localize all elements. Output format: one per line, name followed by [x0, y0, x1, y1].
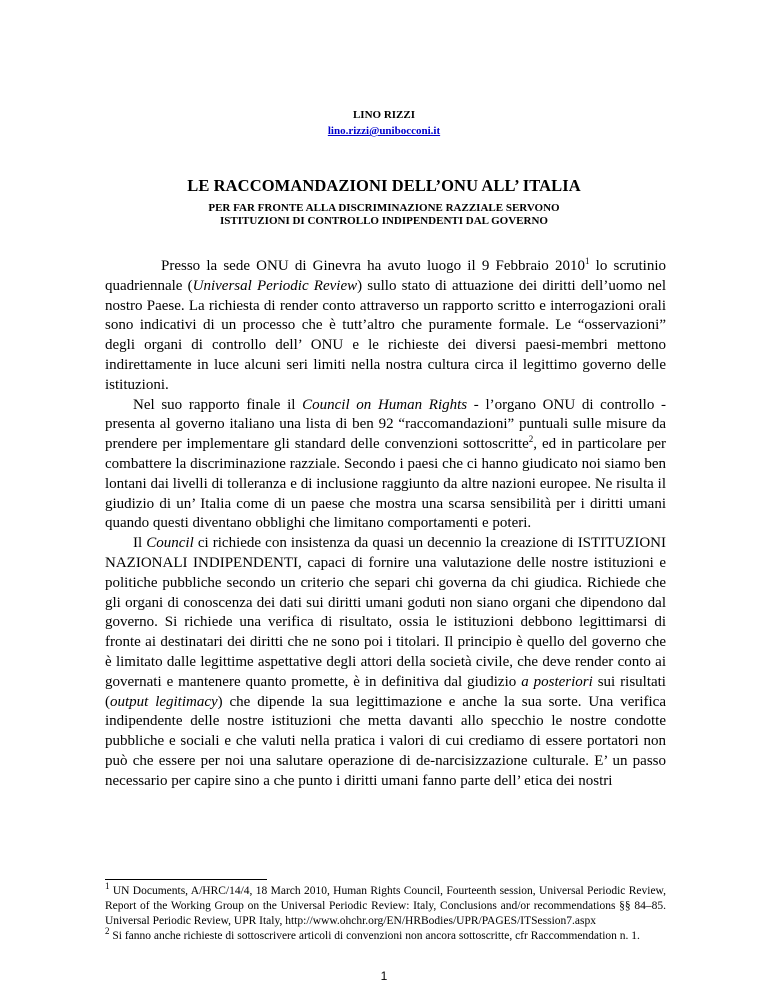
p2-text-a: Nel suo rapporto finale il: [133, 396, 303, 413]
author-block: [0, 107, 768, 139]
paragraph-1: [105, 257, 666, 396]
footnote-ref-1: 1: [584, 256, 590, 266]
p3-text-a: Il: [133, 535, 147, 552]
footnote-1-number: 1: [105, 881, 110, 892]
footnote-ref-2: 2: [528, 434, 534, 445]
p1-italic: Universal Periodic Review: [192, 277, 358, 294]
footnote-divider: [105, 879, 267, 880]
p3-text-c: sui risultati (: [105, 673, 666, 710]
page-number: 1: [380, 969, 388, 983]
p1-text-b: lo scrutinio quadriennale (: [105, 258, 666, 294]
p3-text-d: ) che dipende la sua legittimazione e anche la sua sorte. Una verifica indipendente delle nostre istituzioni che metta davanti allo specchio le nostre condotte pubbliche e sociali e che valuti nella pratica i valori di cui crediamo di essere portatori non può che essere per noi una salutare operazione di de-narcisizzazione culturale. E’ un passo necessario per capire sino a che punto i diritti umani fanno parte dell’ etica dei nostri: [105, 693, 666, 789]
document-title: LE RACCOMANDAZIONI DELL’ONU ALL’ ITALIA: [187, 176, 581, 195]
p3-italic-3: output legitimacy: [110, 693, 218, 710]
author-email-link[interactable]: lino.rizzi@unibocconi.it: [327, 125, 441, 137]
p2-text-c: , ed in particolare per combattere la discriminazione razziale. Secondo i paesi che ci hanno giudicato noi siamo ben lontani dai livelli di tolleranza e di inclusione raggiunto da altre nazioni europee. Ne risulta il giudizio di un’ Italia come di un paese che mostra una scarsa sensibilità per i diritti umani quando questi diventano obblighi che limitano comportamenti e poteri.: [105, 436, 666, 532]
p2-italic: Council on Human Rights: [302, 396, 468, 413]
subtitle-line-1: PER FAR FRONTE ALLA DISCRIMINAZIONE RAZZIALE SERVONO: [208, 202, 560, 214]
p3-italic-2: a posteriori: [521, 673, 593, 690]
footnote-1: [105, 881, 666, 929]
footnote-2-number: 2: [105, 926, 110, 937]
footnote-2: [105, 926, 666, 944]
body-text: [105, 257, 666, 792]
footnotes: [105, 881, 666, 944]
p3-italic-1: Council: [146, 535, 194, 552]
footnote-1-text: UN Documents, A/HRC/14/4, 18 March 2010, Human Rights Council, Fourteenth session, Universal Periodic Review, Report of the Working Group on the Universal Periodic Review: Italy, Conclusions and/or recommendations §§ 84–85. Universal Periodic Review, UPR Italy, http://www.ohchr.org/EN/HRBodies/UPR/PAGES/ITSession7.aspx: [105, 885, 666, 927]
p1-text-a: Presso la sede ONU di Ginevra ha avuto luogo il 9 Febbraio 2010: [161, 258, 585, 274]
author-name: LINO RIZZI: [352, 109, 416, 121]
p3-text-b: ci richiede con insistenza da quasi un decennio la creazione di ISTITUZIONI NAZIONALI INDIPENDENTI, capaci di fornire una valutazione delle nostre istituzioni e politiche pubbliche secondo un criterio che separi chi governa da chi giudica. Richiede che gli organi di conoscenza dei dati sui diritti umani goduti non siano organi che dipendono dal governo. Si richiede una verifica di risultato, ossia le istituzioni debbono legittimarsi di fronte ai destinatari dei diritti che ne sono poi i titolari. Il principio è quello del governo che è limitato dalle legittime aspettative degli attori della società civile, che deve render conto ai governati e mantenere quanto promette, è in definitiva dal giudizio: [105, 535, 666, 690]
p1-text-c: ) sullo stato di attuazione dei diritti dell’uomo nel nostro Paese. La richiesta di render conto attraverso un rapporto scritto e interrogazioni orali sono indicativi di un processo che è tutt’altro che puramente formale. Le “osservazioni” degli organi di controllo dell’ ONU e le richieste dei diversi paesi-membri mettono indirettamente in luce alcuni seri limiti nella nostra cultura circa il legittimo governo delle istituzioni.: [105, 277, 666, 393]
subtitle-line-2: ISTITUZIONI DI CONTROLLO INDIPENDENTI DAL GOVERNO: [220, 215, 548, 227]
paragraph-2: [105, 396, 666, 535]
document-subtitle: [0, 202, 768, 228]
footnote-2-text: Si fanno anche richieste di sottoscrivere articoli di convenzioni non ancora sottoscritte, cfr Raccommendation n. 1.: [109, 930, 640, 942]
p2-text-b: - l’organo ONU di controllo - presenta al governo italiano una lista di ben 92 “raccomandazioni” puntuali sulle misure da prendere per implementare gli standard delle convenzioni sottoscritte: [105, 396, 667, 453]
paragraph-3: [105, 534, 666, 791]
